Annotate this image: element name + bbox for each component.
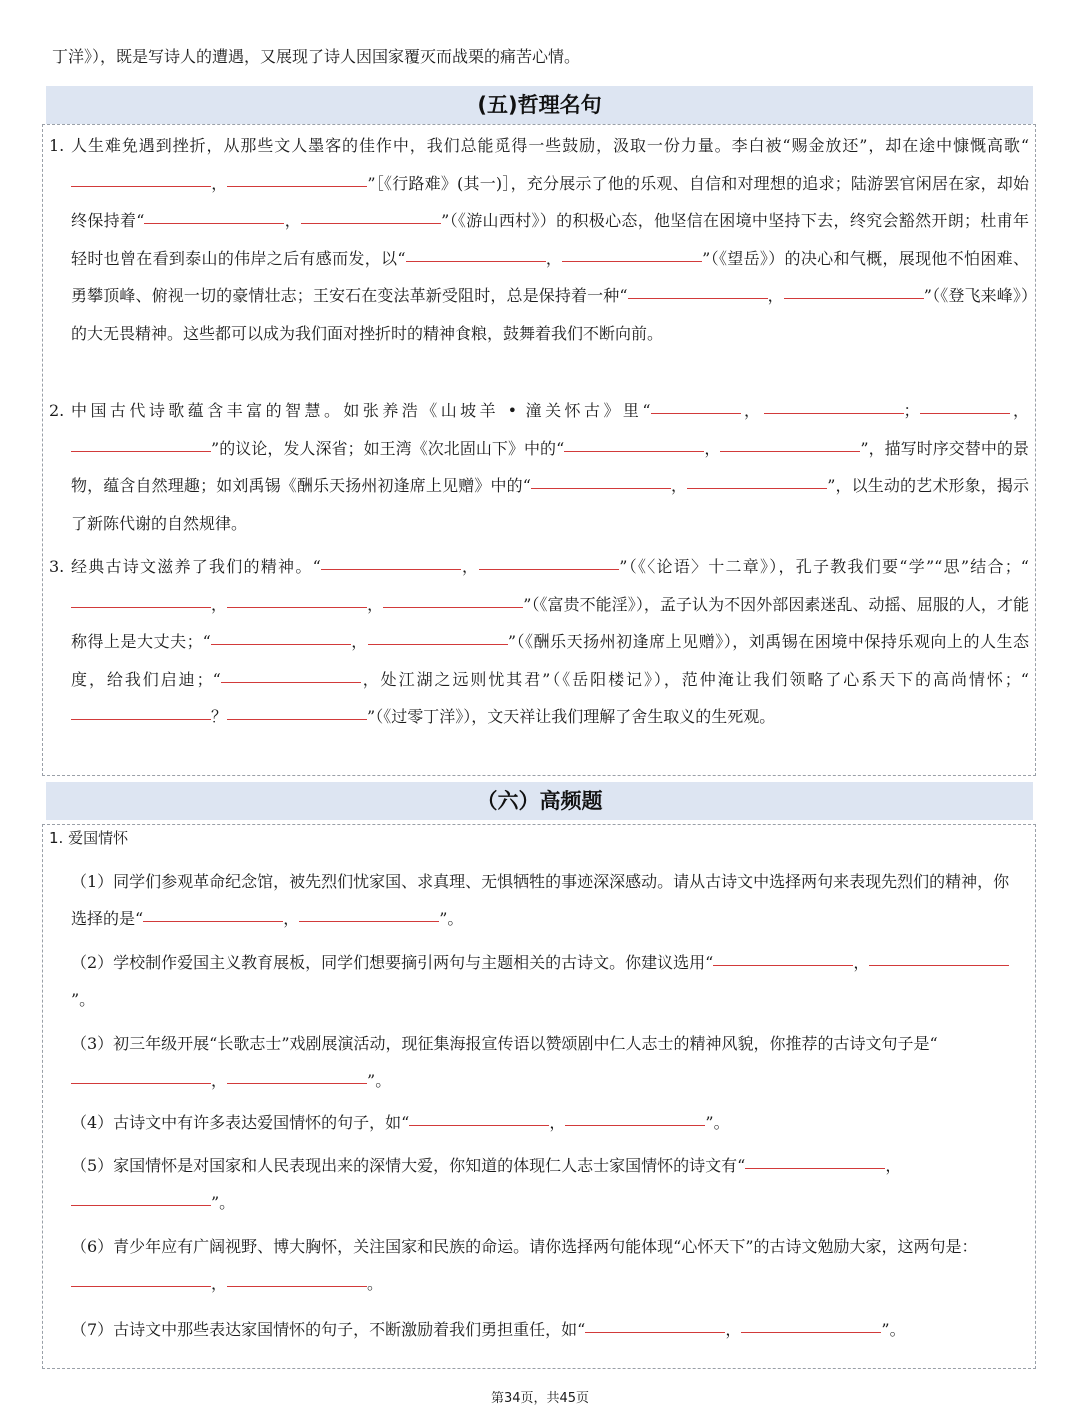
sub-question-7: （7）古诗文中那些表达家国情怀的句子，不断激励着我们勇担重任，如“ ， ”。 xyxy=(71,1320,906,1339)
answer-blank[interactable] xyxy=(211,643,351,645)
sub-question-1: （1）同学们参观革命纪念馆，被先烈们忧家国、求真理、无惧牺牲的事迹深深感动。请从古诗文中选择两句来表现先烈们的精神，你选择的是“ ， ”。 xyxy=(71,872,1010,928)
s7-text: （7）古诗文中那些表达家国情怀的句子，不断激励着我们勇担重任，如“ xyxy=(71,1320,586,1339)
answer-blank[interactable] xyxy=(687,487,827,489)
q3-text: 经典古诗文滋养了我们的精神。“ ， ”（《〈论语〉十二章》），孔子教我们要“学”“思”结合；“， ， ”（《富贵不能淫》），孟子认为不因外部因素迷乱、动摇、屈服的人，才能称得上是大丈夫；“ ， ”（《酬乐天扬州初逢席上见赠》），刘禹锡在困境中保持乐观向上的人生态度，给我们启迪；“ ，处江湖之远则忧其君”（《岳阳楼记》），范仲淹让我们领略了心系天下的高尚情怀；“？ ”（《过零丁洋》），文天祥让我们理解了舍生取义的生死观。 xyxy=(71,557,1029,726)
answer-blank[interactable] xyxy=(564,450,704,452)
section-6-header: （六）高频题 xyxy=(46,782,1033,820)
q2-p3: ”，描写时序交替中的景物，蕴含自然理趣；如刘禹锡《酬乐天扬州初逢席上见赠》中的“ xyxy=(71,438,1029,495)
answer-blank[interactable] xyxy=(764,412,904,414)
sub-question-6: （6）青少年应有广阔视野、博大胸怀，关注国家和民族的命运。请你选择两句能体现“心怀天下”的古诗文勉励大家，这两句是：， 。 xyxy=(71,1237,978,1293)
q1-p1: 人生难免遇到挫折，从那些文人墨客的佳作中，我们总能觅得一些鼓励，汲取一份力量。李白被“赐金放还”，却在途中慷慨高歌“ xyxy=(71,136,1029,155)
q1-p5: ”（《登飞来峰》）的大无畏精神。这些都可以成为我们面对挫折时的精神食粮，鼓舞着我们不断向前。 xyxy=(71,286,1029,343)
s4-end: ”。 xyxy=(705,1113,730,1132)
answer-blank[interactable] xyxy=(143,920,283,922)
sub-question-2: （2）学校制作爱国主义教育展板，同学们想要摘引两句与主题相关的古诗文。你建议选用“ ，”。 xyxy=(71,944,1021,1018)
q3-p4: ”（《酬乐天扬州初逢席上见赠》），刘禹锡在困境中保持乐观向上的人生态度，给我们启迪；“ xyxy=(71,632,1029,689)
q2-text: 中国古代诗歌蕴含丰富的智慧。如张养浩《山坡羊 • 潼关怀古》里“ ， ； ，”的议论，发人深省；如王湾《次北固山下》中的“ ， ”，描写时序交替中的景物，蕴含自然理趣；如刘禹锡《酬乐天扬州初逢席上见赠》中的“ ， ”，以生动的艺术形象，揭示了新陈代谢的自然规律。 xyxy=(71,401,1029,533)
q2-number: 2. xyxy=(49,401,65,420)
answer-blank[interactable] xyxy=(227,185,367,187)
answer-blank[interactable] xyxy=(227,718,367,720)
answer-blank[interactable] xyxy=(585,1331,725,1333)
q1-number: 1. xyxy=(49,136,65,155)
answer-blank[interactable] xyxy=(741,1331,881,1333)
s2-end: ”。 xyxy=(71,990,96,1009)
answer-blank[interactable] xyxy=(227,1082,367,1084)
s4-text: （4）古诗文中有许多表达爱国情怀的句子，如“ xyxy=(71,1113,410,1132)
sub-question-4: （4）古诗文中有许多表达爱国情怀的句子，如“ ， ”。 xyxy=(71,1113,730,1132)
s5-end: ”。 xyxy=(211,1193,236,1212)
answer-blank[interactable] xyxy=(71,718,211,720)
answer-blank[interactable] xyxy=(144,222,284,224)
s5-text: （5）家国情怀是对国家和人民表现出来的深情大爱，你知道的体现仁人志士家国情怀的诗文有“ xyxy=(71,1156,746,1175)
answer-blank[interactable] xyxy=(71,606,211,608)
sub-question-5: （5）家国情怀是对国家和人民表现出来的深情大爱，你知道的体现仁人志士家国情怀的诗文有“ ，”。 xyxy=(71,1156,902,1212)
sub-question-3: （3）初三年级开展“长歌志士”戏剧展演活动，现征集海报宣传语以赞颂剧中仁人志士的精神风貌，你推荐的古诗文句子是“， ”。 xyxy=(71,1034,938,1090)
answer-blank[interactable] xyxy=(869,964,1009,966)
answer-blank[interactable] xyxy=(745,1167,885,1169)
answer-blank[interactable] xyxy=(628,297,768,299)
section-6-box xyxy=(42,824,1036,1369)
answer-blank[interactable] xyxy=(368,643,508,645)
q1-text: 人生难免遇到挫折，从那些文人墨客的佳作中，我们总能觅得一些鼓励，汲取一份力量。李白被“赐金放还”，却在途中慷慨高歌“， ”［《行路难》(其一)］，充分展示了他的乐观、自信和对理想的追求；陆游罢官闲居在家，却始终保持着“ ， ”（《游山西村》）的积极心态，他坚信在困境中坚持下去，终究会豁然开朗；杜甫年轻时也曾在看到泰山的伟岸之后有感而发，以“ ， ”（《望岳》）的决心和气概，展现他不怕困难、勇攀顶峰、俯视一切的豪情壮志；王安石在变法革新受阻时，总是保持着一种“ ， ”（《登飞来峰》）的大无畏精神。这些都可以成为我们面对挫折时的精神食粮，鼓舞着我们不断向前。 xyxy=(71,136,1029,343)
section-5-box xyxy=(42,124,1036,776)
s6-text: （6）青少年应有广阔视野、博大胸怀，关注国家和民族的命运。请你选择两句能体现“心怀天下”的古诗文勉励大家，这两句是： xyxy=(71,1237,978,1256)
q2-p1: 中国古代诗歌蕴含丰富的智慧。如张养浩《山坡羊 • 潼关怀古》里“ xyxy=(71,401,651,420)
s2-text: （2）学校制作爱国主义教育展板，同学们想要摘引两句与主题相关的古诗文。你建议选用“ xyxy=(71,953,714,972)
answer-blank[interactable] xyxy=(71,1285,211,1287)
answer-blank[interactable] xyxy=(321,568,461,570)
patriotism-heading: 1. 爱国情怀 xyxy=(49,829,129,847)
answer-blank[interactable] xyxy=(720,450,860,452)
answer-blank[interactable] xyxy=(565,1124,705,1126)
answer-blank[interactable] xyxy=(71,185,211,187)
answer-blank[interactable] xyxy=(71,1204,211,1206)
q2-p4: ”，以生动的艺术形象，揭示了新陈代谢的自然规律。 xyxy=(71,476,1029,533)
q3-p2: ”（《〈论语〉十二章》），孔子教我们要“学”“思”结合；“ xyxy=(619,557,1029,576)
answer-blank[interactable] xyxy=(562,260,702,262)
answer-blank[interactable] xyxy=(71,450,211,452)
answer-blank[interactable] xyxy=(406,260,546,262)
s1-text: （1）同学们参观革命纪念馆，被先烈们忧家国、求真理、无惧牺牲的事迹深深感动。请从古诗文中选择两句来表现先烈们的精神，你选择的是“ xyxy=(71,872,1010,928)
s7-end: ”。 xyxy=(881,1320,906,1339)
answer-blank[interactable] xyxy=(383,606,523,608)
answer-blank[interactable] xyxy=(299,920,439,922)
answer-blank[interactable] xyxy=(227,1285,367,1287)
answer-blank[interactable] xyxy=(221,681,361,683)
q3-p3: ”（《富贵不能淫》），孟子认为不因外部因素迷乱、动摇、屈服的人，才能称得上是大丈夫；“ xyxy=(71,594,1029,651)
answer-blank[interactable] xyxy=(71,1082,211,1084)
s1-end: ”。 xyxy=(439,909,464,928)
q1-p3: ”（《游山西村》）的积极心态，他坚信在困境中坚持下去，终究会豁然开朗；杜甫年轻时也曾在看到泰山的伟岸之后有感而发，以“ xyxy=(71,211,1029,268)
answer-blank[interactable] xyxy=(301,222,441,224)
answer-blank[interactable] xyxy=(227,606,367,608)
q3-number: 3. xyxy=(49,557,65,576)
answer-blank[interactable] xyxy=(651,412,741,414)
page-number: 第34页，共45页 xyxy=(490,1391,590,1406)
answer-blank[interactable] xyxy=(531,487,671,489)
s6-end: 。 xyxy=(367,1274,384,1293)
q3-p5: ，处江湖之远则忧其君”（《岳阳楼记》），范仲淹让我们领略了心系天下的高尚情怀；“ xyxy=(360,669,1029,689)
q3-p1: 经典古诗文滋养了我们的精神。“ xyxy=(71,557,321,576)
answer-blank[interactable] xyxy=(784,297,924,299)
continued-text: 丁洋》），既是写诗人的遭遇，又展现了诗人因国家覆灭而战栗的痛苦心情。 xyxy=(52,47,581,66)
answer-blank[interactable] xyxy=(713,964,853,966)
answer-blank[interactable] xyxy=(479,568,619,570)
q1-p4: ”（《望岳》）的决心和气概，展现他不怕困难、勇攀顶峰、俯视一切的豪情壮志；王安石在变法革新受阻时，总是保持着一种“ xyxy=(71,248,1029,305)
q1-p2: ”［《行路难》(其一)］，充分展示了他的乐观、自信和对理想的追求；陆游罢官闲居在家，却始终保持着“ xyxy=(71,173,1029,230)
s3-text: （3）初三年级开展“长歌志士”戏剧展演活动，现征集海报宣传语以赞颂剧中仁人志士的精神风貌，你推荐的古诗文句子是“ xyxy=(71,1034,938,1053)
s3-end: ”。 xyxy=(367,1071,392,1090)
q2-p2: ”的议论，发人深省；如王湾《次北固山下》中的“ xyxy=(211,438,565,458)
answer-blank[interactable] xyxy=(409,1124,549,1126)
section-5-header: (五)哲理名句 xyxy=(46,86,1033,124)
q3-p6: ”（《过零丁洋》），文天祥让我们理解了舍生取义的生死观。 xyxy=(367,707,776,726)
answer-blank[interactable] xyxy=(920,412,1010,414)
